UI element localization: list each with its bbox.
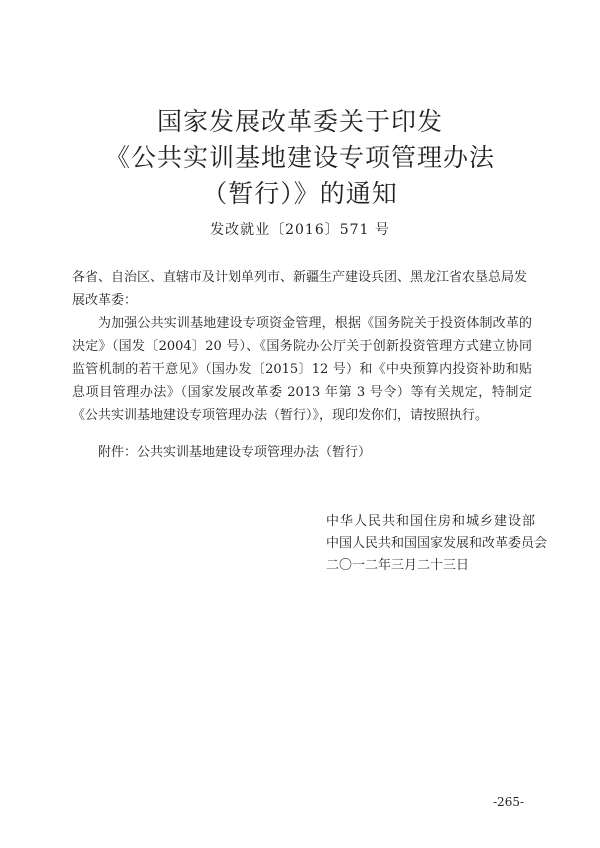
page-number: -265- [493,795,525,809]
document-number: 发改就业〔2016〕571 号 [210,222,390,238]
body-paragraph: 为加强公共实训基地建设专项资金管理，根据《国务院关于投资体制改革的决定》（国发〔2004〕20 号）、《国务院办公厅关于创新投资管理方式建立协同监管机制的若干意见》（国办发〔2015〕12 号）和《中央预算内投资补助和贴息项目管理办法》（国家发展改革委 2013 年第 3 号令）等有关规定，特制定《公共实训基地建设专项管理办法（暂行）》，现印发你们，请按照执行。 [72,316,532,423]
document-title-line-1: 国家发展改革委关于印发 [156,107,443,136]
attachment-note: 附件：公共实训基地建设专项管理办法（暂行） [98,445,372,460]
document-title-line-3: （暂行）》的通知 [202,179,398,208]
signature-date: 二〇一二年三月二十三日 [326,558,470,573]
signature-org-1: 中华人民共和国住房和城乡建设部 [326,514,537,529]
document-title-line-2: 《公共实训基地建设专项管理办法 [104,143,495,172]
signature-org-2: 中国人民共和国国家发展和改革委员会 [326,536,548,551]
addressee: 各省、自治区、直辖市及计划单列市、新疆生产建设兵团、黑龙江省农垦总局发展改革委： [72,270,528,308]
